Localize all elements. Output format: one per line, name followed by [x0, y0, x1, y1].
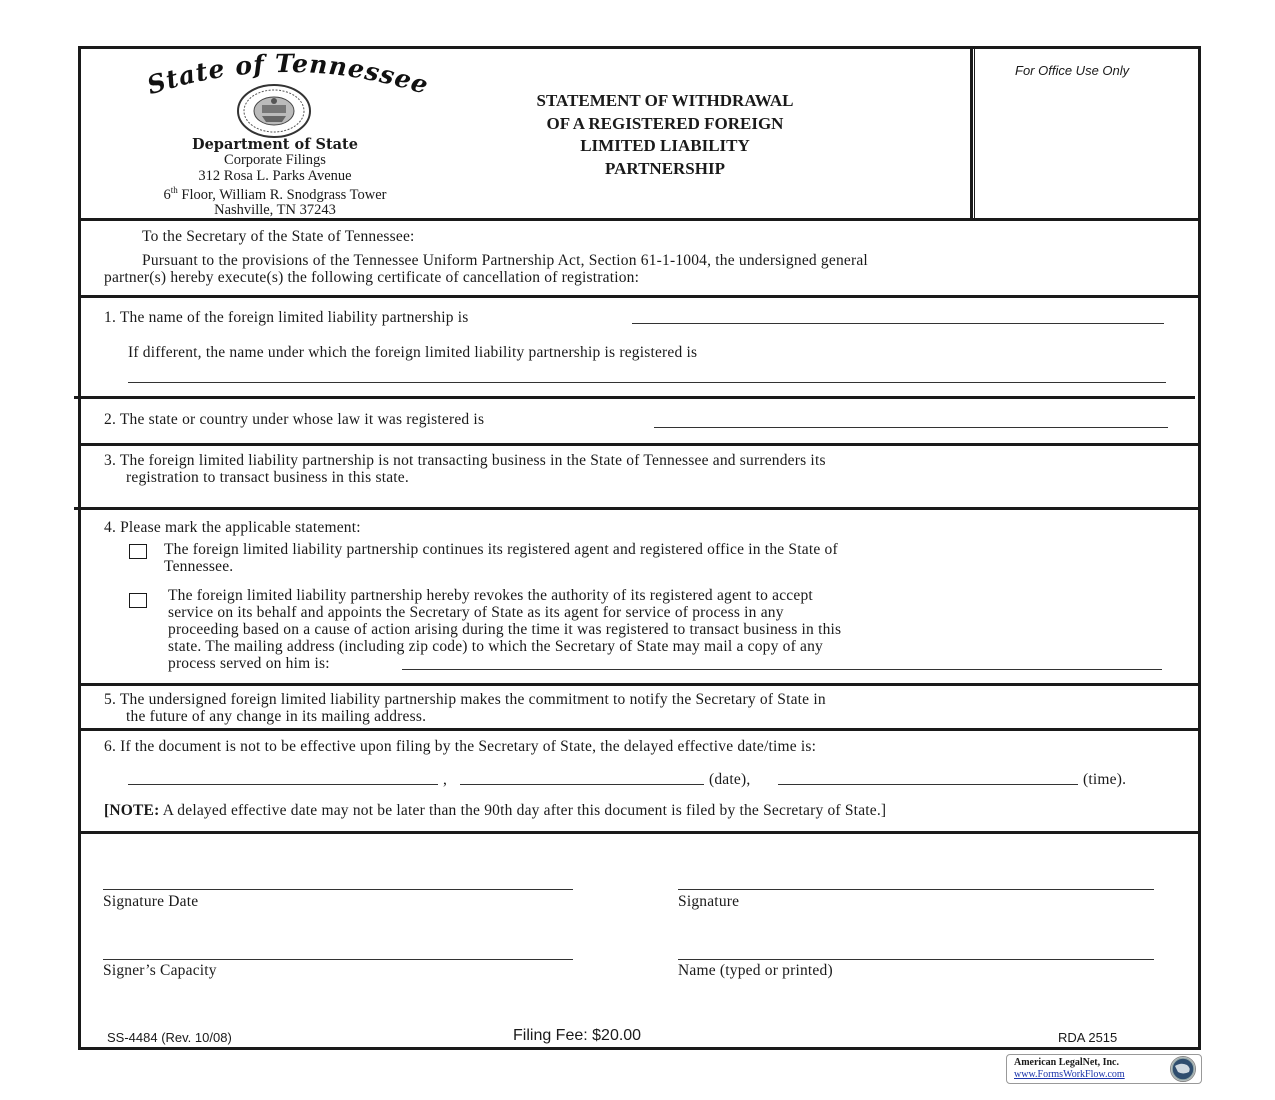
option2-line-2: service on its behalf and appoints the Secretary of State as its agent for service of process in any [168, 604, 784, 621]
signature-label: Signature [678, 893, 740, 910]
office-use-label: For Office Use Only [1015, 63, 1130, 78]
title-line-4: PARTNERSHIP [605, 158, 725, 178]
signature-field[interactable] [678, 889, 1154, 890]
intro-line-2: partner(s) hereby execute(s) the following certificate of cancellation of registration: [104, 269, 640, 286]
intro-salutation: To the Secretary of the State of Tennessee: [142, 228, 415, 245]
rule-item1 [74, 396, 1195, 399]
city-address: Nashville, TN 37243 [214, 202, 336, 218]
item2-label: 2. The state or country under whose law it was registered is [104, 411, 485, 428]
option1-line-2: Tennessee. [164, 558, 234, 575]
intro-line-1: Pursuant to the provisions of the Tennessee Uniform Partnership Act, Section 61-1-1004, the undersigned general [142, 252, 868, 269]
option2-line-4: state. The mailing address (including zip code) to which the Secretary of State may mail a copy of any [168, 638, 823, 655]
item1-label: 1. The name of the foreign limited liability partnership is [104, 309, 469, 326]
item3-line-2: registration to transact business in this state. [126, 469, 409, 486]
title-line-2: OF A REGISTERED FOREIGN [546, 113, 784, 133]
rule-item2 [78, 443, 1201, 446]
title-line-1: STATEMENT OF WITHDRAWAL [536, 91, 794, 110]
frame-top [78, 46, 1201, 49]
filing-fee: Filing Fee: $20.00 [513, 1027, 642, 1044]
state-name-text: State of Tennessee [143, 52, 433, 101]
item6-note [104, 802, 886, 820]
effective-date-field[interactable] [460, 784, 704, 785]
floor-number: 6 [163, 186, 171, 203]
department-name: Department of State [192, 136, 358, 153]
floor-rest: Floor, William R. Snodgrass Tower [181, 186, 387, 203]
signer-capacity-field[interactable] [103, 959, 573, 960]
form-title [500, 90, 830, 180]
printed-name-label: Name (typed or printed) [678, 962, 833, 979]
office-box-divider [970, 46, 973, 220]
rule-intro [78, 295, 1201, 298]
effective-day-field[interactable] [128, 784, 438, 785]
mailing-address-field[interactable] [402, 669, 1162, 670]
item6-note-text: A delayed effective date may not be later than the 90th day after this document is filed by the Secretary of State.] [162, 802, 887, 819]
item6-comma: , [443, 771, 448, 788]
badge-company: American LegalNet, Inc. [1014, 1057, 1119, 1068]
option1-checkbox[interactable] [129, 544, 147, 559]
item6-note-bold: [NOTE: [104, 802, 160, 819]
rule-item6 [78, 831, 1201, 834]
title-line-3: LIMITED LIABILITY [580, 136, 750, 155]
form-number: SS-4484 (Rev. 10/08) [107, 1030, 232, 1045]
item1-sub-label: If different, the name under which the foreign limited liability partnership is registered is [128, 344, 698, 361]
partnership-name-field[interactable] [632, 323, 1164, 324]
printed-name-field[interactable] [678, 959, 1154, 960]
floor-suffix: th [170, 185, 178, 195]
item4-label: 4. Please mark the applicable statement: [104, 519, 361, 536]
frame-right [1198, 46, 1201, 1050]
jurisdiction-field[interactable] [654, 427, 1168, 428]
registered-name-field[interactable] [128, 382, 1166, 383]
option1-line-1: The foreign limited liability partnership continues its registered agent and registered office in the State of [164, 541, 838, 558]
item6-label: 6. If the document is not to be effective upon filing by the Secretary of State, the delayed effective date/time is: [104, 738, 817, 755]
item5-line-2: the future of any change in its mailing address. [126, 708, 427, 725]
frame-bottom [78, 1047, 1201, 1050]
item3-line-1: 3. The foreign limited liability partnership is not transacting business in the State of Tennessee and surrenders its [104, 452, 826, 469]
globe-icon [1169, 1056, 1197, 1082]
street-address: 312 Rosa L. Parks Avenue [198, 168, 352, 184]
option2-line-3: proceeding based on a cause of action arising during the time it was registered to transact business in this [168, 621, 842, 638]
item6-time-label: (time). [1083, 771, 1127, 788]
item5-line-1: 5. The undersigned foreign limited liability partnership makes the commitment to notify the Secretary of State in [104, 691, 826, 708]
division-name: Corporate Filings [224, 152, 326, 168]
item6-date-label: (date), [709, 771, 751, 788]
office-box-divider-inner [974, 46, 975, 220]
signature-date-field[interactable] [103, 889, 573, 890]
rda-code: RDA 2515 [1058, 1030, 1118, 1045]
legalnet-badge[interactable] [1006, 1054, 1202, 1084]
signer-capacity-label: Signer’s Capacity [103, 962, 217, 979]
floor-address [100, 185, 450, 204]
option2-line-1: The foreign limited liability partnership hereby revokes the authority of its registered agent to accept [168, 587, 813, 604]
rule-item3 [74, 507, 1201, 510]
option2-checkbox[interactable] [129, 593, 147, 608]
badge-url[interactable]: www.FormsWorkFlow.com [1014, 1069, 1125, 1080]
signature-date-label: Signature Date [103, 893, 199, 910]
option2-line-5: process served on him is: [168, 655, 330, 672]
effective-time-field[interactable] [778, 784, 1078, 785]
frame-left [78, 46, 81, 1050]
state-seal-icon [236, 83, 312, 139]
rule-item4 [78, 683, 1201, 686]
rule-item5 [78, 728, 1201, 731]
